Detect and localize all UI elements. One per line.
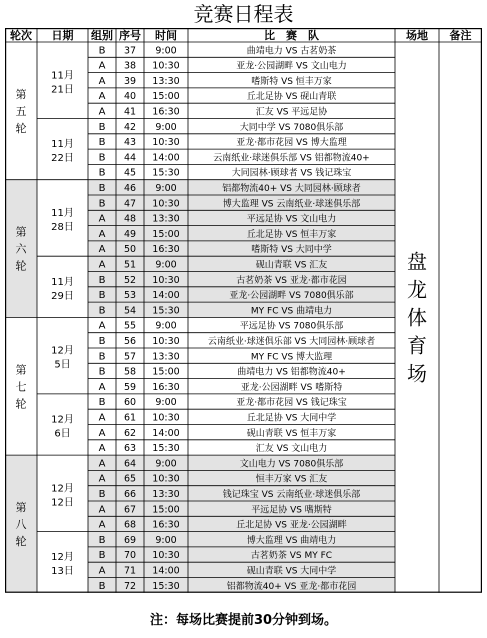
match-number: 54 [123,305,137,317]
match-teams: 铝都物流40+ VS 大同园林·顾球者 [222,184,361,194]
match-number: 62 [123,427,137,439]
match-time: 15:00 [152,366,180,378]
match-time: 16:30 [152,244,180,256]
date-label: 12月 13日 [51,552,74,578]
match-teams: 恒丰万家 VS 汇友 [255,474,328,485]
match-time: 9:00 [155,397,177,409]
round-label: 第七轮 [15,363,27,411]
group-cell: B [98,152,106,164]
match-number: 50 [123,244,137,256]
match-teams: 砚山青联 VS 汇友 [255,260,328,271]
match-number: 61 [123,412,137,424]
match-teams: 砚山青联 VS 恒丰万家 [246,428,337,439]
match-teams: 砚山青联 VS 大同中学 [246,566,337,577]
match-time: 9:00 [155,45,177,57]
header-cell: 组别 [91,29,113,42]
match-number: 72 [123,580,137,592]
schedule-table [5,28,482,610]
match-number: 37 [123,45,137,57]
match-time: 9:00 [155,121,177,133]
round-label: 第六轮 [15,225,27,273]
date-label: 11月 29日 [51,276,74,302]
match-teams: 丘北足协 VS 大同中学 [246,413,337,424]
match-number: 44 [123,152,137,164]
group-cell: B [98,274,106,286]
group-cell: B [98,167,106,179]
match-time: 15:30 [152,305,180,317]
match-time: 15:00 [152,228,180,240]
match-number: 40 [123,91,137,103]
match-teams: 平远足协 VS 嗜斯特 [251,505,332,516]
match-number: 45 [123,167,137,179]
match-time: 16:30 [152,519,180,531]
match-time: 10:30 [152,550,180,562]
match-teams: 丘北足协 VS 砚山青联 [246,92,337,103]
match-time: 10:30 [152,336,180,347]
match-time: 14:00 [152,565,180,577]
group-cell: B [98,489,106,500]
match-time: 9:00 [155,458,177,470]
match-number: 43 [123,137,137,149]
match-teams: 汇友 VS 文山电力 [255,444,328,455]
group-cell: A [98,213,106,225]
match-teams: 亚龙·都市花园 VS 钱记珠宝 [236,398,347,409]
match-time: 15:30 [152,167,180,179]
match-number: 71 [123,565,137,577]
match-time: 10:30 [152,412,180,424]
group-cell: A [98,320,106,332]
header-cell: 场地 [406,29,428,42]
match-teams: 嗜斯特 VS 大同中学 [251,245,332,256]
footer-note: 注：每场比赛提前30分钟到场。 [149,613,338,628]
group-cell: B [98,198,106,210]
match-time: 14:00 [152,290,180,302]
group-cell: B [98,45,106,57]
group-cell: B [98,550,106,562]
match-teams: 亚龙·公园湖畔 VS 7080俱乐部 [229,291,354,302]
match-time: 9:00 [155,320,177,332]
header-cell: 轮次 [10,29,32,42]
group-cell: A [98,259,106,271]
match-teams: 铝都物流40+ VS 亚龙·都市花园 [226,581,357,592]
match-time: 16:30 [152,381,180,393]
match-time: 10:30 [152,198,180,210]
match-teams: 曲靖电力 VS 铝都物流40+ [237,367,346,378]
group-cell: B [98,351,106,363]
match-time: 9:00 [155,183,177,194]
group-cell: A [98,106,106,118]
match-teams: 汇友 VS 平远足协 [255,107,328,118]
round-label: 第五轮 [15,87,27,135]
match-teams: 大同园林·顾球者 VS 钱记珠宝 [231,168,352,179]
venue-label: 盘龙体育场 [407,249,427,386]
group-cell: A [98,244,106,256]
date-label: 12月 6日 [51,414,74,440]
group-cell: A [98,412,106,424]
page-title: 竞赛日程表 [193,2,294,26]
match-time: 10:30 [152,473,180,485]
match-teams: 博大监理 VS 曲靖电力 [246,535,337,546]
group-cell: A [98,519,106,531]
match-number: 42 [123,121,137,133]
match-teams: 云南纸业·球迷俱乐部 VS 大同园林·顾球者 [207,337,376,347]
match-time: 9:00 [155,534,177,546]
date-label: 11月 22日 [51,139,74,165]
match-number: 52 [123,274,137,286]
match-teams: 亚龙·公园湖畔 VS 文山电力 [236,61,347,72]
match-time: 10:30 [152,60,180,72]
match-number: 59 [123,381,137,393]
match-teams: MY FC VS 曲靖电力 [250,306,333,317]
group-cell: A [98,504,106,516]
match-teams: 博大监理 VS 云南纸业·球迷俱乐部 [222,199,361,210]
match-number: 60 [123,397,137,409]
match-teams: 丘北足协 VS 亚龙·公园湖畔 [236,520,347,531]
match-time: 13:30 [152,75,180,87]
date-label: 12月 5日 [51,345,74,371]
match-number: 66 [123,489,137,500]
match-number: 51 [123,259,137,271]
round-label: 第八轮 [15,500,27,548]
match-number: 57 [123,351,137,363]
group-cell: A [98,228,106,240]
match-teams: 亚龙·都市花园 VS 博大监理 [236,138,347,149]
group-cell: A [98,91,106,103]
match-number: 46 [123,183,137,194]
match-teams: 古茗奶茶 VS MY FC [250,551,333,562]
match-number: 55 [123,320,137,332]
match-number: 65 [123,473,137,485]
match-teams: 钱记珠宝 VS 云南纸业·球迷俱乐部 [222,490,361,500]
match-number: 58 [123,366,137,378]
match-number: 49 [123,228,137,240]
match-teams: 亚龙·公园湖畔 VS 嗜斯特 [240,382,343,393]
group-cell: A [98,60,106,72]
header-cell: 时间 [155,29,177,42]
match-number: 53 [123,290,137,302]
match-time: 9:00 [155,259,177,271]
match-teams: 云南纸业·球迷俱乐部 VS 铝都物流40+ [213,153,370,164]
group-cell: B [98,290,106,302]
match-teams: 曲靖电力 VS 古茗奶茶 [246,46,337,57]
group-cell: B [98,121,106,133]
date-label: 12月 12日 [51,483,74,509]
match-teams: 丘北足协 VS 恒丰万家 [246,229,337,240]
match-time: 16:30 [152,106,180,118]
group-cell: A [98,381,106,393]
header-cell: 备注 [449,29,472,42]
match-time: 14:00 [152,427,180,439]
group-cell: B [98,580,106,592]
match-time: 15:30 [152,443,180,455]
match-number: 48 [123,213,137,225]
match-teams: MY FC VS 博大监理 [250,352,333,363]
header-cell: 日期 [51,29,74,42]
group-cell: B [98,397,106,409]
match-time: 13:30 [152,489,180,500]
group-cell: B [98,336,106,347]
header-cell: 序号 [119,29,141,42]
match-time: 10:30 [152,274,180,286]
match-number: 67 [123,504,137,516]
group-cell: A [98,458,106,470]
match-teams: 大同中学 VS 7080俱乐部 [239,122,344,133]
match-teams: 平远足协 VS 7080俱乐部 [239,321,344,332]
match-teams: 嗜斯特 VS 恒丰万家 [251,76,332,87]
match-time: 14:00 [152,152,180,164]
match-number: 41 [123,106,137,118]
match-time: 13:30 [152,213,180,225]
group-cell: A [98,443,106,455]
match-number: 56 [123,336,137,347]
date-label: 11月 21日 [51,70,74,96]
match-time: 15:00 [152,504,180,516]
header-cell: 比 赛 队 [264,29,319,42]
match-number: 39 [123,75,137,87]
group-cell: B [98,183,106,194]
match-time: 10:30 [152,137,180,149]
group-cell: B [98,137,106,149]
group-cell: B [98,534,106,546]
match-number: 68 [123,519,137,531]
match-number: 47 [123,198,137,210]
group-cell: B [98,305,106,317]
match-number: 70 [123,550,137,562]
match-time: 13:30 [152,351,180,363]
match-teams: 文山电力 VS 7080俱乐部 [239,459,344,470]
group-cell: A [98,473,106,485]
date-label: 11月 28日 [51,207,74,233]
group-cell: A [98,427,106,439]
match-teams: 平远足协 VS 文山电力 [246,214,337,225]
match-number: 69 [123,534,137,546]
group-cell: A [98,75,106,87]
match-number: 64 [123,458,137,470]
match-number: 38 [123,60,137,72]
match-teams: 古茗奶茶 VS 亚龙·都市花园 [236,275,347,286]
match-time: 15:00 [152,91,180,103]
group-cell: B [98,366,106,378]
group-cell: A [98,565,106,577]
match-number: 63 [123,443,137,455]
match-time: 15:30 [152,580,180,592]
